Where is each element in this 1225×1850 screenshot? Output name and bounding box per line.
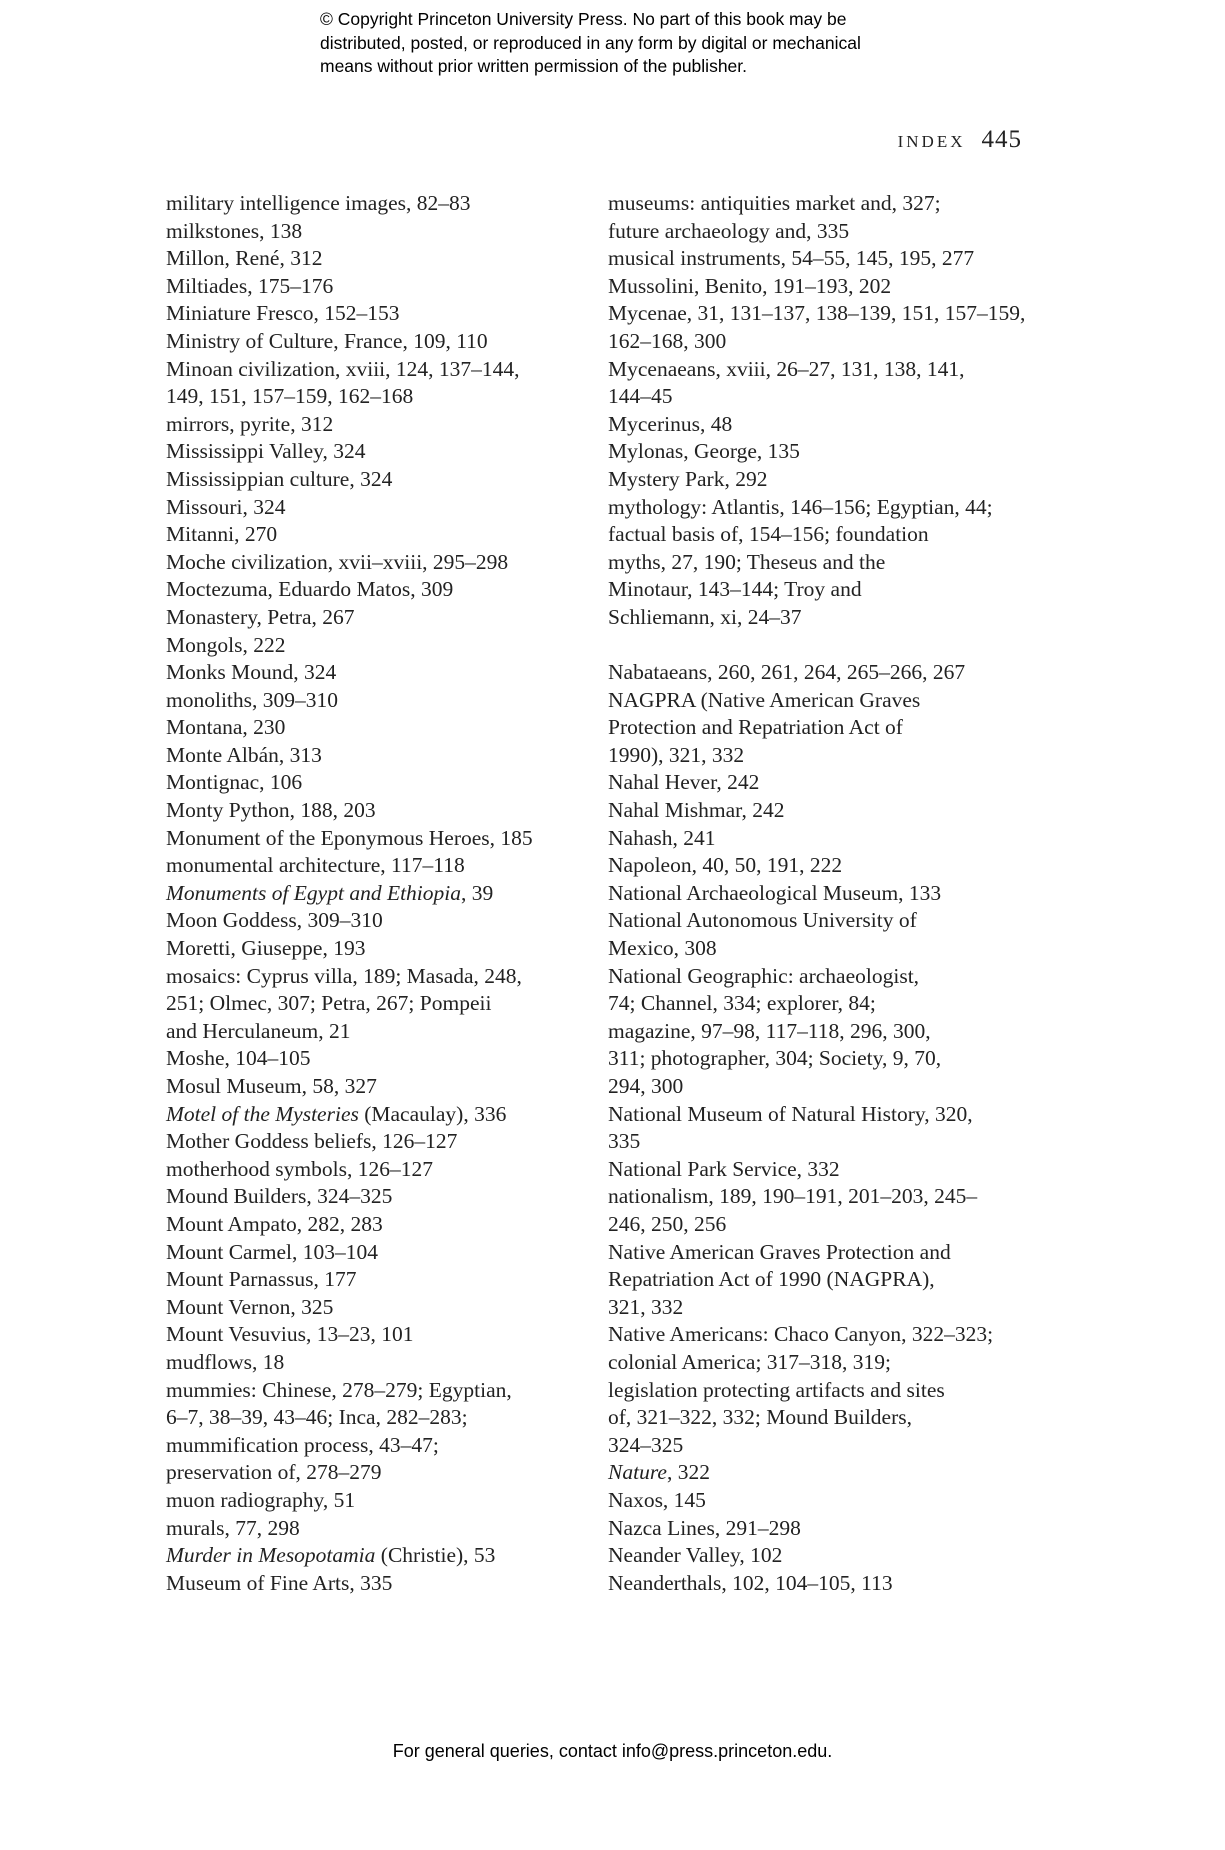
index-entry-line: 149, 151, 157–159, 162–168 (166, 384, 414, 409)
index-entry-line: Monty Python, 188, 203 (166, 798, 376, 823)
index-entry (166, 825, 581, 853)
footer-contact: For general queries, contact info@press.princeton.edu. (392, 1741, 833, 1761)
index-entry-line: Nabataeans, 260, 261, 264, 265–266, 267 (608, 660, 966, 685)
index-entry-line: future archaeology and, 335 (608, 218, 850, 243)
index-entry (166, 273, 581, 301)
index-entry-line: Mylonas, George, 135 (608, 439, 800, 464)
index-entry-line: Mississippian culture, 324 (166, 466, 393, 491)
page-number: 445 (981, 126, 1022, 153)
index-entry-line: Moon Goddess, 309–310 (166, 908, 383, 933)
index-entry-line: museums: antiquities market and, 327; (608, 191, 941, 215)
index-entry-line: 251; Olmec, 307; Petra, 267; Pompeii (166, 991, 492, 1016)
index-entry (608, 1183, 1028, 1238)
index-entry (608, 687, 1028, 770)
index-entry (166, 1045, 581, 1073)
index-entry-line: murals, 77, 298 (166, 1515, 300, 1540)
index-entry (166, 659, 581, 687)
index-entry (608, 466, 1028, 494)
index-entry-line: 6–7, 38–39, 43–46; Inca, 282–283; (166, 1405, 468, 1430)
index-entry-line: Moshe, 104–105 (166, 1046, 311, 1071)
index-entry-line: Nahal Mishmar, 242 (608, 798, 785, 823)
index-entry-line: 162–168, 300 (608, 328, 727, 353)
index-entry (166, 190, 581, 218)
index-entry-line: Mongols, 222 (166, 632, 286, 657)
index-entry-line: Mount Carmel, 103–104 (166, 1239, 378, 1264)
index-column-left (166, 190, 581, 1597)
index-entry (608, 797, 1028, 825)
index-entry (166, 880, 581, 908)
index-entry-line: Mussolini, Benito, 191–193, 202 (608, 273, 892, 298)
index-entry-line: Mycenae, 31, 131–137, 138–139, 151, 157–159, (608, 301, 1026, 326)
index-entry (608, 907, 1028, 962)
index-entry (166, 411, 581, 439)
index-entry (166, 1321, 581, 1349)
index-entry (166, 1515, 581, 1543)
index-entry-line: myths, 27, 190; Theseus and the (608, 549, 886, 574)
index-entry-line: legislation protecting artifacts and sites (608, 1377, 945, 1402)
index-entry-title: Nature (608, 1460, 667, 1485)
index-entry-line: mosaics: Cyprus villa, 189; Masada, 248, (166, 963, 522, 988)
index-entry-line: mudflows, 18 (166, 1349, 285, 1374)
index-entry (608, 245, 1028, 273)
index-entry (166, 963, 581, 1046)
index-entry-pages: (Macaulay), 336 (358, 1101, 507, 1126)
index-entry-line: Mount Vernon, 325 (166, 1294, 334, 1319)
index-entry-line: Mount Parnassus, 177 (166, 1267, 357, 1292)
index-entry-line: Millon, René, 312 (166, 246, 323, 271)
index-entry-pages: (Christie), 53 (375, 1543, 496, 1568)
index-entry-line: Protection and Repatriation Act of (608, 715, 903, 740)
index-entry-line: mummies: Chinese, 278–279; Egyptian, (166, 1377, 512, 1402)
index-entry (166, 300, 581, 328)
index-entry-line: Monte Albán, 313 (166, 742, 322, 767)
index-entry-line: Neanderthals, 102, 104–105, 113 (608, 1570, 893, 1595)
running-head-title: INDEX (897, 132, 966, 151)
index-entry-line: Mount Ampato, 282, 283 (166, 1211, 383, 1236)
index-entry-line: Native Americans: Chaco Canyon, 322–323; (608, 1322, 994, 1347)
index-entry-line: 144–45 (608, 384, 673, 409)
index-entry-line: Moretti, Giuseppe, 193 (166, 936, 366, 961)
index-entry-line: Native American Graves Protection and (608, 1239, 951, 1264)
index-entry (166, 1128, 581, 1156)
index-entry-line: Naxos, 145 (608, 1487, 706, 1512)
index-entry-line: Mycenaeans, xviii, 26–27, 131, 138, 141, (608, 356, 965, 381)
index-entry-line: Missouri, 324 (166, 494, 286, 519)
index-entry (166, 1294, 581, 1322)
index-entry (608, 1239, 1028, 1322)
index-entry (166, 438, 581, 466)
index-entry (608, 1515, 1028, 1543)
index-entry-line: Napoleon, 40, 50, 191, 222 (608, 853, 843, 878)
index-entry (166, 1487, 581, 1515)
index-entry (166, 742, 581, 770)
index-entry-line: Nahash, 241 (608, 825, 716, 850)
index-entry-line: factual basis of, 154–156; foundation (608, 522, 929, 547)
index-entry (166, 1570, 581, 1598)
index-entry-line: Mystery Park, 292 (608, 466, 768, 491)
index-entry-line: Mitanni, 270 (166, 522, 278, 547)
index-entry (166, 356, 581, 411)
index-entry (166, 1156, 581, 1184)
index-entry (166, 797, 581, 825)
index-entry (608, 190, 1028, 245)
index-entry (608, 659, 1028, 687)
index-entry-line: Mount Vesuvius, 13–23, 101 (166, 1322, 414, 1347)
index-entry-line: 74; Channel, 334; explorer, 84; (608, 991, 876, 1016)
index-entry-line: 335 (608, 1129, 641, 1154)
index-entry-title: Monuments of Egypt and Ethiopia (166, 880, 461, 905)
index-entry-line: Moctezuma, Eduardo Matos, 309 (166, 577, 454, 602)
index-entry-line: mirrors, pyrite, 312 (166, 411, 334, 436)
index-entry (608, 852, 1028, 880)
copyright-line: distributed, posted, or reproduced in any form by digital or mechanical (320, 32, 861, 53)
index-entry-title: Motel of the Mysteries (166, 1101, 359, 1126)
index-entry-line: 1990), 321, 332 (608, 742, 745, 767)
index-entry-line: magazine, 97–98, 117–118, 296, 300, (608, 1018, 931, 1043)
index-entry-line: Repatriation Act of 1990 (NAGPRA), (608, 1267, 935, 1292)
index-entry-line: Mississippi Valley, 324 (166, 439, 366, 464)
index-entry (608, 1459, 1028, 1487)
index-entry (166, 494, 581, 522)
index-entry-line: Mycerinus, 48 (608, 411, 733, 436)
copyright-line: © Copyright Princeton University Press. No part of this book may be (320, 9, 847, 29)
index-entry (166, 604, 581, 632)
index-entry-line: National Geographic: archaeologist, (608, 963, 920, 988)
index-entry (166, 1266, 581, 1294)
index-entry-line: 311; photographer, 304; Society, 9, 70, (608, 1046, 942, 1071)
index-entry (608, 1321, 1028, 1459)
index-entry (608, 494, 1028, 632)
index-entry-line: 294, 300 (608, 1074, 684, 1098)
index-entry-line: nationalism, 189, 190–191, 201–203, 245– (608, 1184, 978, 1209)
index-entry (166, 687, 581, 715)
index-entry-line: Miniature Fresco, 152–153 (166, 301, 400, 326)
index-entry-line: National Park Service, 332 (608, 1156, 840, 1181)
index-entry-title: Murder in Mesopotamia (166, 1543, 376, 1568)
index-entry (166, 1349, 581, 1377)
index-entry-line: Schliemann, xi, 24–37 (608, 604, 802, 629)
index-entry-pages: , 322 (666, 1460, 710, 1485)
index-entry-line: Moche civilization, xvii–xviii, 295–298 (166, 549, 509, 574)
index-entry (608, 825, 1028, 853)
index-entry-line: Minotaur, 143–144; Troy and (608, 577, 862, 602)
index-entry-line: Monks Mound, 324 (166, 660, 337, 685)
index-entry (166, 521, 581, 549)
index-entry (166, 1073, 581, 1101)
index-entry-line: Nazca Lines, 291–298 (608, 1515, 801, 1540)
index-entry-line: Ministry of Culture, France, 109, 110 (166, 328, 488, 353)
index-entry (608, 769, 1028, 797)
index-entry-line: Museum of Fine Arts, 335 (166, 1570, 393, 1595)
index-entry-line: National Autonomous University of (608, 908, 917, 933)
index-entry (608, 1542, 1028, 1570)
index-entry (166, 907, 581, 935)
index-entry-line: National Archaeological Museum, 133 (608, 880, 942, 905)
index-entry (166, 576, 581, 604)
index-entry-line: monumental architecture, 117–118 (166, 853, 465, 878)
index-entry-line: Nahal Hever, 242 (608, 770, 760, 795)
index-entry (166, 714, 581, 742)
index-entry (166, 328, 581, 356)
index-entry-line: milkstones, 138 (166, 218, 303, 243)
index-entry-line: and Herculaneum, 21 (166, 1018, 351, 1043)
index-entry (166, 852, 581, 880)
index-entry-line: 321, 332 (608, 1294, 684, 1319)
index-entry-line: mythology: Atlantis, 146–156; Egyptian, 44; (608, 494, 993, 519)
index-entry-line: NAGPRA (Native American Graves (608, 687, 921, 712)
index-entry (166, 935, 581, 963)
index-entry-line: mummification process, 43–47; (166, 1432, 439, 1457)
index-entry (166, 1211, 581, 1239)
index-entry-line: Montignac, 106 (166, 770, 303, 795)
index-entry (166, 1239, 581, 1267)
copyright-line: means without prior written permission of the publisher. (320, 56, 748, 76)
index-entry (166, 1101, 581, 1129)
index-entry-line: Mother Goddess beliefs, 126–127 (166, 1129, 458, 1154)
index-entry-line: Monastery, Petra, 267 (166, 604, 355, 629)
index-entry (608, 880, 1028, 908)
index-entry-line: muon radiography, 51 (166, 1487, 356, 1512)
index-entry (166, 769, 581, 797)
index-entry-pages: , 39 (461, 880, 494, 905)
index-entry (608, 1101, 1028, 1156)
index-entry (608, 411, 1028, 439)
copyright-notice (320, 8, 960, 79)
index-entry-line: of, 321–322, 332; Mound Builders, (608, 1405, 912, 1430)
index-entry (608, 273, 1028, 301)
index-column-right (608, 190, 1028, 1597)
index-entry (166, 218, 581, 246)
index-entry (608, 1570, 1028, 1598)
index-entry-line: Neander Valley, 102 (608, 1543, 783, 1568)
index-entry (166, 1542, 581, 1570)
index-entry (608, 438, 1028, 466)
running-head (898, 126, 1022, 154)
index-entry-line: military intelligence images, 82–83 (166, 191, 471, 215)
index-entry-line: Miltiades, 175–176 (166, 273, 334, 298)
index-entry-line: 246, 250, 256 (608, 1211, 727, 1236)
index-entry (166, 549, 581, 577)
index-entry-line: Monument of the Eponymous Heroes, 185 (166, 825, 533, 850)
index-entry (608, 963, 1028, 1101)
index-entry (608, 1156, 1028, 1184)
index-entry (166, 1377, 581, 1487)
index-entry (608, 356, 1028, 411)
index-entry-line: musical instruments, 54–55, 145, 195, 277 (608, 246, 975, 271)
index-entry (166, 245, 581, 273)
index-entry-line: colonial America; 317–318, 319; (608, 1349, 892, 1374)
index-entry (608, 1487, 1028, 1515)
index-entry-line: motherhood symbols, 126–127 (166, 1156, 433, 1181)
index-entry (166, 632, 581, 660)
index-entry-line: Montana, 230 (166, 715, 286, 740)
index-entry (608, 300, 1028, 355)
index-entry-line: Minoan civilization, xviii, 124, 137–144, (166, 356, 520, 381)
index-entry-line: monoliths, 309–310 (166, 687, 339, 712)
index-entry-line: preservation of, 278–279 (166, 1460, 382, 1485)
index-entry (166, 466, 581, 494)
index-entry-line: Mosul Museum, 58, 327 (166, 1074, 377, 1098)
index-entry-line: Mound Builders, 324–325 (166, 1184, 393, 1209)
index-entry-line: 324–325 (608, 1432, 684, 1457)
index-entry-line: Mexico, 308 (608, 936, 717, 961)
index-entry (166, 1183, 581, 1211)
index-entry-line: National Museum of Natural History, 320, (608, 1101, 973, 1126)
